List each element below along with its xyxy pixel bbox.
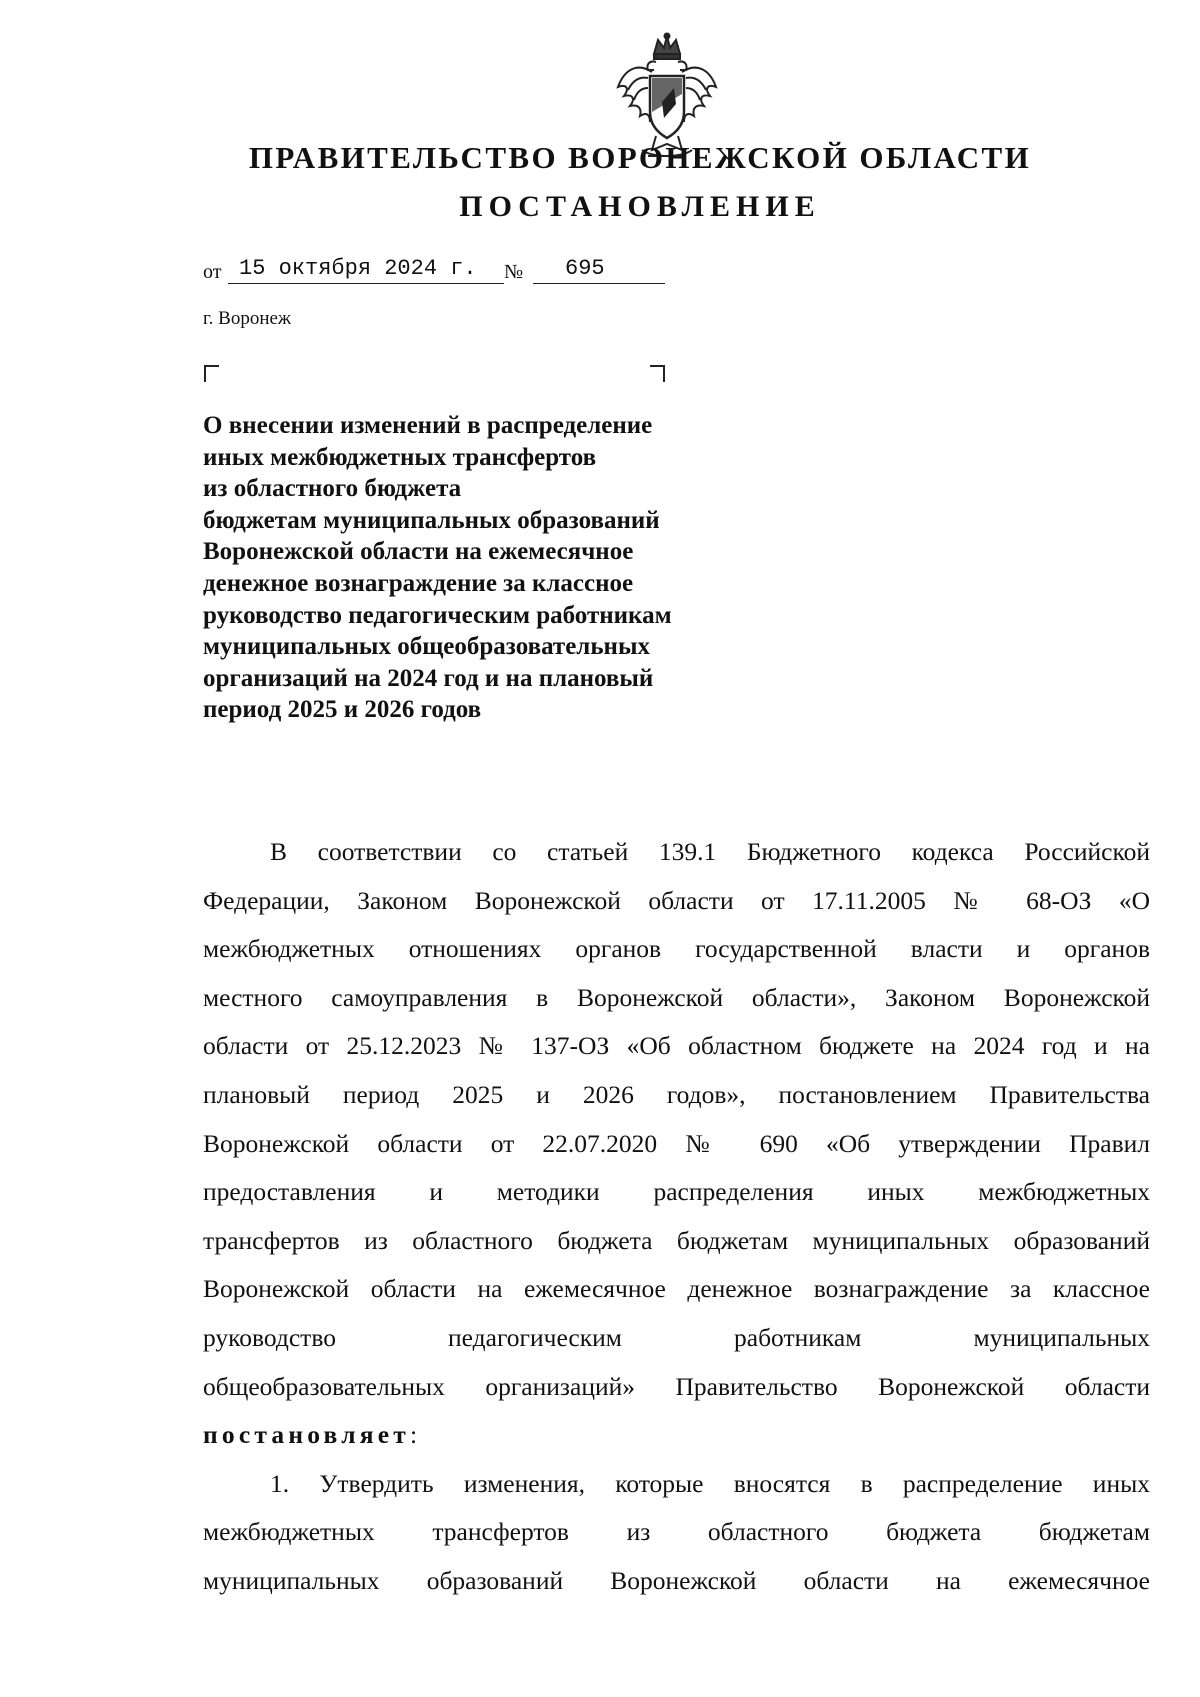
- resolves-word: постановляет: [203, 1420, 410, 1450]
- resolves-line: [203, 1411, 1150, 1460]
- date-underline: [228, 283, 504, 284]
- document-date: 15 октября 2024 г.: [239, 256, 477, 281]
- item-line: межбюджетных трансфертов из областного бюджета бюджетам: [203, 1517, 1150, 1547]
- body-line: общеобразовательных организаций» Правительство Воронежской области: [203, 1371, 1150, 1401]
- date-number-line: [203, 250, 673, 290]
- date-prefix: от: [203, 261, 222, 283]
- number-sign: №: [504, 261, 524, 283]
- subject-line: иных межбюджетных трансфертов: [203, 443, 597, 471]
- subject-line: организаций на 2024 год и на плановый: [203, 664, 654, 692]
- body-line: трансфертов из областного бюджета бюджетам муниципальных образований: [203, 1225, 1150, 1255]
- subject-line: из областного бюджета: [203, 475, 462, 503]
- body-line: руководство педагогическим работникам муниципальных: [203, 1322, 1150, 1352]
- subject-line: муниципальных общеобразовательных: [203, 633, 650, 661]
- body-line: области от 25.12.2023 № 137-ОЗ «Об областном бюджете на 2024 год и на: [203, 1031, 1150, 1061]
- corner-mark-left: [204, 365, 219, 382]
- body-line: В соответствии со статьей 139.1 Бюджетного кодекса Российской: [270, 837, 1150, 866]
- item-line: 1. Утвердить изменения, которые вносятся в распределение иных: [270, 1468, 1150, 1498]
- body-line: Воронежской области от 22.07.2020 № 690 «Об утверждении Правил: [203, 1128, 1150, 1158]
- subject-line: период 2025 и 2026 годов: [203, 696, 482, 724]
- body-line: плановый период 2025 и 2026 годов», постановлением Правительства: [203, 1079, 1150, 1109]
- subject-line: денежное вознаграждение за классное: [203, 569, 634, 597]
- body-line: межбюджетных отношениях органов государственной власти и органов: [203, 934, 1150, 964]
- resolves-punct: :: [409, 1420, 418, 1450]
- corner-mark-right: [650, 365, 665, 382]
- government-name: ПРАВИТЕЛЬСТВО ВОРОНЕЖСКОЙ ОБЛАСТИ: [248, 140, 1032, 175]
- subject-line: О внесении изменений в распределение: [203, 412, 653, 439]
- number-underline: [533, 283, 665, 284]
- document-body: [203, 828, 1150, 1606]
- document-type: ПОСТАНОВЛЕНИЕ: [459, 190, 821, 223]
- document-subject: [203, 410, 763, 726]
- subject-line: руководство педагогическим работникам: [203, 601, 672, 629]
- body-line: местного самоуправления в Воронежской области», Законом Воронежской: [203, 982, 1150, 1012]
- document-number: 695: [565, 256, 605, 281]
- body-line: Воронежской области на ежемесячное денежное вознаграждение за классное: [203, 1274, 1150, 1304]
- subject-line: бюджетам муниципальных образований: [203, 506, 660, 534]
- body-line: Федерации, Законом Воронежской области от 17.11.2005 № 68-ОЗ «О: [203, 885, 1150, 915]
- subject-line: Воронежской области на ежемесячное: [203, 538, 634, 566]
- item-line: муниципальных образований Воронежской области на ежемесячное: [203, 1565, 1150, 1595]
- body-line: предоставления и методики распределения иных межбюджетных: [203, 1177, 1150, 1207]
- city-label: г. Воронеж: [203, 308, 292, 329]
